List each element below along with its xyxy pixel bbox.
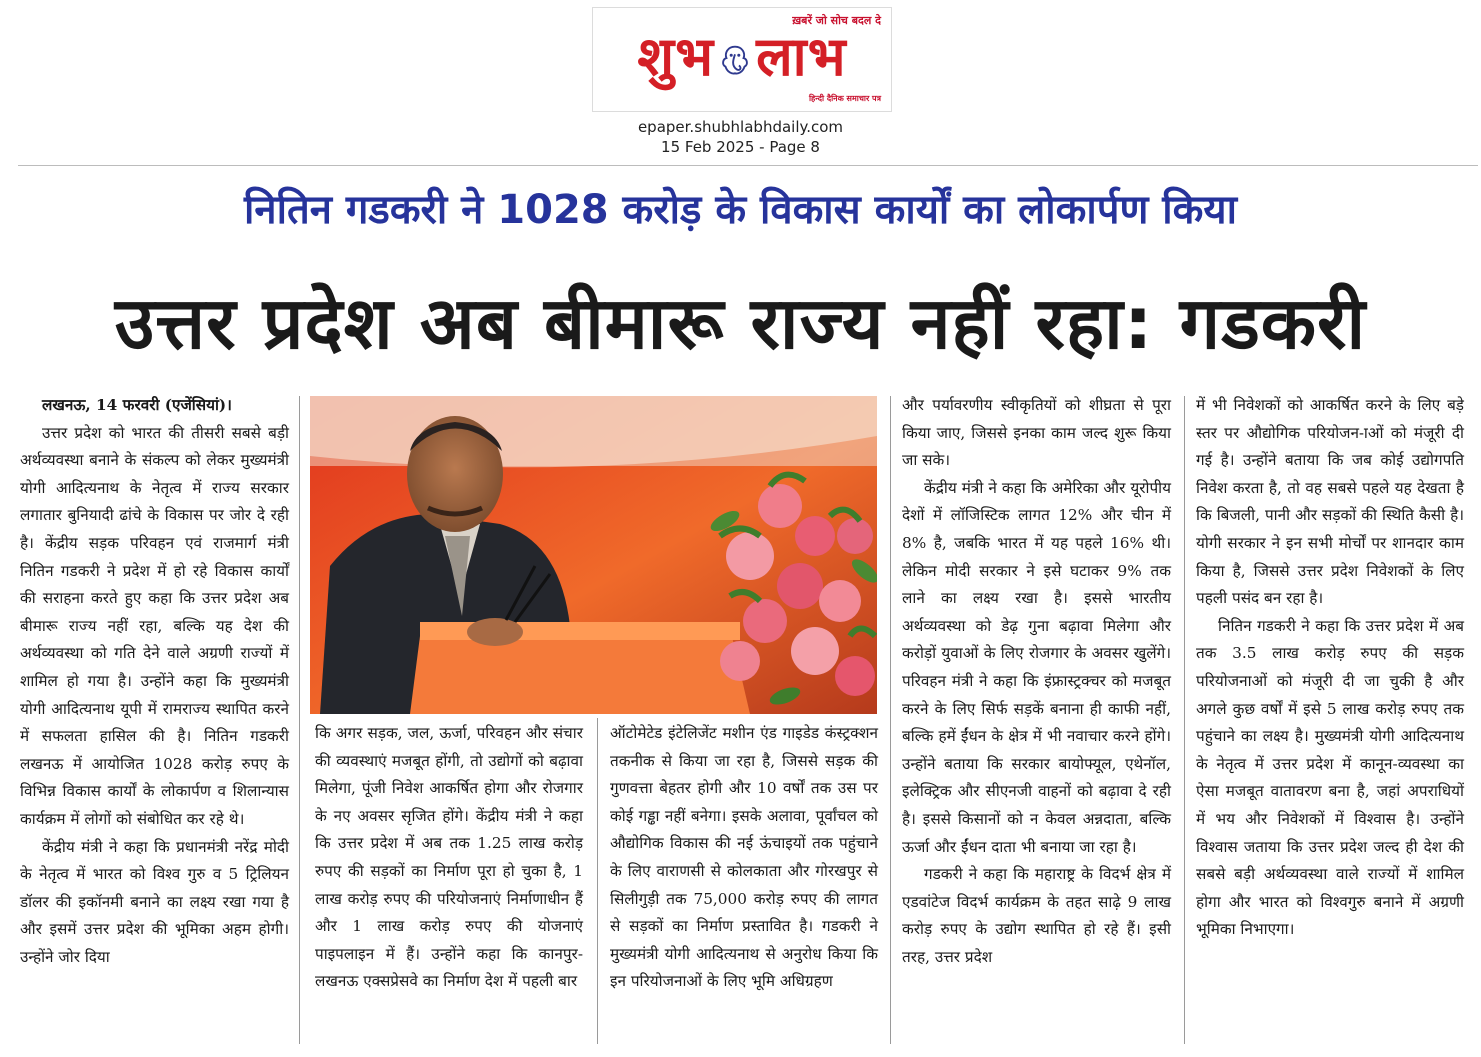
article-paragraph: गडकरी ने कहा कि महाराष्ट्र के विदर्भ क्षेत्र में एडवांटेज विदर्भ कार्यक्रम के तहत साढ़े 9 लाख करोड़ रुपए के उद्योग स्थापित हो रहे हैं। इसी तरह, उत्तर प्रदेश xyxy=(902,865,1171,966)
column-divider xyxy=(890,396,891,1044)
column-divider xyxy=(1184,396,1185,1044)
article-kicker: नितिन गडकरी ने 1028 करोड़ के विकास कार्यों का लोकार्पण किया xyxy=(244,187,1237,233)
article-paragraph: उत्तर प्रदेश को भारत की तीसरी सबसे बड़ी अर्थव्यवस्था बनाने के संकल्प को लेकर मुख्यमंत्री योगी आदित्यनाथ के नेतृत्व में राज्य सरकार लगातार बुनियादी ढांचे के विकास पर जोर दे रही है। केंद्रीय सड़क परिवहन एवं राजमार्ग मंत्री नितिन गडकरी ने प्रदेश में हो रहे विकास कार्यों की सराहना करते हुए कहा कि उत्तर प्रदेश अब बीमारू राज्य नहीं रहा, बल्कि यह देश की अर्थव्यवस्था को गति देने वाले अग्रणी राज्यों में शामिल हो गया है। उन्होंने कहा कि मुख्यमंत्री योगी आदित्यनाथ यूपी में रामराज्य स्थापित करने में सफलता हासिल की है। नितिन गडकरी लखनऊ में आयोजित 1028 करोड़ रुपए के विभिन्न विकास कार्यों के लोकार्पण व शिलान्यास कार्यक्रम में लोगों को संबोधित कर रहे थे। xyxy=(20,423,289,828)
speaker-photo-image xyxy=(310,396,877,714)
article-paragraph: केंद्रीय मंत्री ने कहा कि अमेरिका और यूरोपीय देशों में लॉजिस्टिक लागत 12% और चीन में 8% है, जबकि भारत में यह पहले 16% थी। लेकिन मोदी सरकार ने इसे घटाकर 9% तक लाने का लक्ष्य रखा है। इससे भारतीय अर्थव्यवस्था को डेढ़ गुना बढ़ावा मिलेगा और करोड़ों युवाओं के लिए रोजगार के अवसर खुलेंगे। परिवहन मंत्री ने कहा कि इंफ्रास्ट्रक्चर को मजबूत करने के लिए सिर्फ सड़कें बनाना ही काफी नहीं, बल्कि हमें ईंधन के क्षेत्र में भी नवाचार करने होंगे। उन्होंने बताया कि सरकार बायोफ्यूल, एथेनॉल, इलेक्ट्रिक और सीएनजी वाहनों को बढ़ावा दे रही है। इससे किसानों को न केवल अन्नदाता, बल्कि ऊर्जा और ईंधन दाता भी बनाया जा रहा है। xyxy=(902,478,1171,856)
column-divider xyxy=(597,718,598,1044)
article-dateline: लखनऊ, 14 फरवरी (एजेंसियां)। xyxy=(42,396,232,414)
logo-right-word: लाभ xyxy=(756,25,847,88)
article-column-4 xyxy=(902,392,1171,971)
article-column-5 xyxy=(1196,392,1464,944)
header-divider xyxy=(18,165,1478,166)
article-column-2 xyxy=(315,720,583,996)
masthead-tagline: ख़बरें जो सोच बदल दे xyxy=(792,14,881,27)
article-column-3 xyxy=(610,720,878,996)
article-paragraph: ऑटोमेटेड इंटेलिजेंट मशीन एंड गाइडेड कंस्ट्रक्शन तकनीक से किया जा रहा है, जिससे सड़क की गुणवत्ता बेहतर होगी और 10 वर्षों तक उस पर कोई गड्ढा नहीं बनेगा। इसके अलावा, पूर्वांचल को औद्योगिक विकास की नई ऊंचाइयों तक पहुंचाने के लिए वाराणसी से कोलकाता और गोरखपुर से सिलीगुड़ी तक 75,000 करोड़ रुपए की लागत से सड़कों का निर्माण प्रस्तावित है। गडकरी ने मुख्यमंत्री योगी आदित्यनाथ से अनुरोध किया कि इन परियोजनाओं के लिए भूमि अधिग्रहण xyxy=(610,724,878,991)
site-url[interactable]: epaper.shubhlabhdaily.com xyxy=(637,118,844,136)
article-paragraph: नितिन गडकरी ने कहा कि उत्तर प्रदेश में अब तक 3.5 लाख करोड़ रुपए की सड़क परियोजनाओं को मंजूरी दी जा चुकी है और अगले कुछ वर्षों में इसे 5 लाख करोड़ रुपए तक पहुंचाने का लक्ष्य है। मुख्यमंत्री योगी आदित्यनाथ के नेतृत्व में उत्तर प्रदेश में कानून-व्यवस्था का ऐसा मजबूत वातावरण बना है, जहां अपराधियों में भय और निवेशकों में विश्वास है। उन्होंने विश्वास जताया कि उत्तर प्रदेश जल्द ही देश की सबसे बड़ी अर्थव्यवस्था वाले राज्यों में शामिल होगा और भारत को विश्वगुरु बनाने में अग्रणी भूमिका निभाएगा। xyxy=(1196,616,1464,939)
article-paragraph: और पर्यावरणीय स्वीकृतियों को शीघ्रता से पूरा किया जाए, जिससे इनका काम जल्द शुरू किया जा सके। xyxy=(902,396,1171,470)
ganesh-icon xyxy=(716,41,754,79)
article-paragraph: केंद्रीय मंत्री ने कहा कि प्रधानमंत्री नरेंद्र मोदी के नेतृत्व में भारत को विश्व गुरु व 5 ट्रिलियन डॉलर की इकॉनमी बनाने का लक्ष्य रखा गया है और इसमें उत्तर प्रदेश की भूमिका अहम होगी। उन्होंने जोर दिया xyxy=(20,837,289,966)
masthead-title xyxy=(593,22,891,92)
article-column-1 xyxy=(20,392,289,971)
masthead-logo xyxy=(592,7,892,112)
article-paragraph: में भी निवेशकों को आकर्षित करने के लिए बड़े स्तर पर औद्योगिक परियोजन-ाओं को मंजूरी दी गई है। उन्होंने बताया कि जब कोई उद्योगपति निवेश करता है, तो वह सबसे पहले यह देखता है कि बिजली, पानी और सड़कों की स्थिति कैसी है। योगी सरकार ने इन सभी मोर्चों पर शानदार काम किया है, जिससे उत्तर प्रदेश निवेशकों के लिए पहली पसंद बन रहा है। xyxy=(1196,396,1464,608)
issue-info: 15 Feb 2025 - Page 8 xyxy=(661,138,820,156)
logo-left-word: शुभ xyxy=(637,25,715,88)
article-headline: उत्तर प्रदेश अब बीमारू राज्य नहीं रहा: गडकरी xyxy=(114,281,1367,365)
column-divider xyxy=(299,396,300,1044)
masthead-subtitle: हिन्दी दैनिक समाचार पत्र xyxy=(808,94,881,103)
article-paragraph: कि अगर सड़क, जल, ऊर्जा, परिवहन और संचार की व्यवस्थाएं मजबूत होंगी, तो उद्योगों को बढ़ावा मिलेगा, पूंजी निवेश आकर्षित होगा और रोजगार के नए अवसर सृजित होंगे। केंद्रीय मंत्री ने कहा कि उत्तर प्रदेश में अब तक 1.25 लाख करोड़ रुपए की सड़कों का निर्माण पूरा हो चुका है, 1 लाख करोड़ रुपए की परियोजनाएं निर्माणाधीन हैं और 1 लाख करोड़ रुपए की योजनाएं पाइपलाइन में हैं। उन्होंने कहा कि कानपुर-लखनऊ एक्सप्रेसवे का निर्माण देश में पहली बार xyxy=(315,724,583,991)
article-photo xyxy=(310,396,877,714)
